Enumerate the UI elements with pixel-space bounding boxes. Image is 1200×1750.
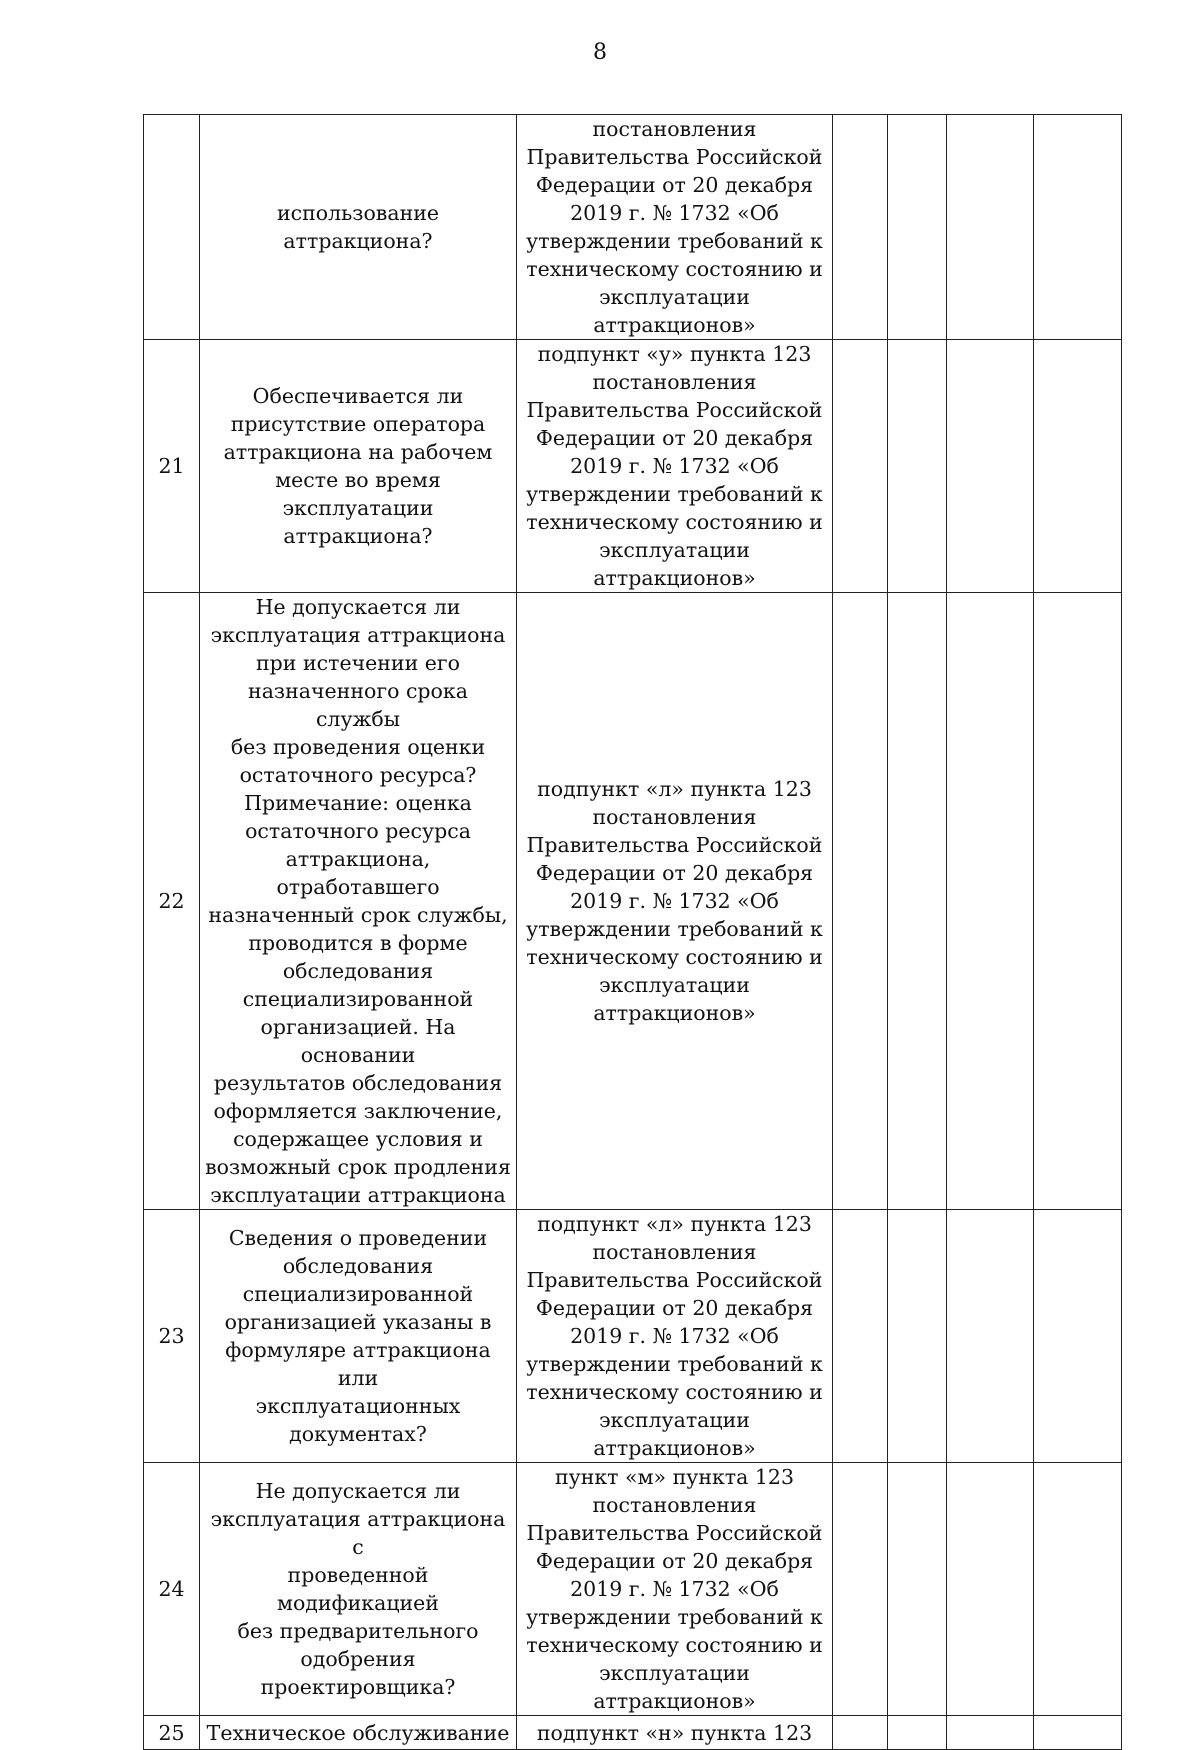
row-number-cell: 23 bbox=[144, 1210, 200, 1463]
answer-cell-no bbox=[888, 1716, 947, 1750]
checklist-table bbox=[143, 114, 1122, 1750]
answer-cell-yes bbox=[833, 340, 888, 593]
answer-cell-na bbox=[947, 1463, 1034, 1716]
question-cell: использование аттракциона? bbox=[200, 115, 517, 340]
answer-cell-no bbox=[888, 115, 947, 340]
answer-cell-no bbox=[888, 1210, 947, 1463]
row-number-cell bbox=[144, 115, 200, 340]
answer-cell-yes bbox=[833, 1716, 888, 1750]
answer-cell-na bbox=[947, 1716, 1034, 1750]
row-number-cell: 25 bbox=[144, 1716, 200, 1750]
answer-cell-na bbox=[947, 115, 1034, 340]
reference-cell: подпункт «л» пункта 123 постановления Правительства Российской Федерации от 20 декабря 2019 г. № 1732 «Об утверждении требований к техническому состоянию и эксплуатации аттракционов» bbox=[517, 1210, 833, 1463]
reference-cell: постановления Правительства Российской Федерации от 20 декабря 2019 г. № 1732 «Об утверждении требований к техническому состоянию и эксплуатации аттракционов» bbox=[517, 115, 833, 340]
answer-cell-na bbox=[947, 593, 1034, 1210]
table-row bbox=[144, 115, 1122, 340]
comment-cell bbox=[1034, 1210, 1122, 1463]
reference-cell: подпункт «л» пункта 123 постановления Правительства Российской Федерации от 20 декабря 2019 г. № 1732 «Об утверждении требований к техническому состоянию и эксплуатации аттракционов» bbox=[517, 593, 833, 1210]
question-cell: Техническое обслуживание bbox=[200, 1716, 517, 1750]
reference-cell: пункт «м» пункта 123 постановления Правительства Российской Федерации от 20 декабря 2019 г. № 1732 «Об утверждении требований к техническому состоянию и эксплуатации аттракционов» bbox=[517, 1463, 833, 1716]
comment-cell bbox=[1034, 1716, 1122, 1750]
answer-cell-na bbox=[947, 340, 1034, 593]
answer-cell-yes bbox=[833, 1463, 888, 1716]
question-cell: Обеспечивается ли присутствие оператора аттракциона на рабочем месте во время эксплуатации аттракциона? bbox=[200, 340, 517, 593]
table-row bbox=[144, 1463, 1122, 1716]
table-row bbox=[144, 1716, 1122, 1750]
answer-cell-no bbox=[888, 340, 947, 593]
comment-cell bbox=[1034, 593, 1122, 1210]
answer-cell-yes bbox=[833, 115, 888, 340]
row-number-cell: 21 bbox=[144, 340, 200, 593]
answer-cell-na bbox=[947, 1210, 1034, 1463]
comment-cell bbox=[1034, 1463, 1122, 1716]
question-cell: Не допускается ли эксплуатация аттракциона при истечении его назначенного срока службы без проведения оценки остаточного ресурса? Примечание: оценка остаточного ресурса аттракциона, отработавшего назначенный срок службы, проводится в форме обследования специализированной организацией. На основании результатов обследования оформляется заключение, содержащее условия и возможный срок продления эксплуатации аттракциона bbox=[200, 593, 517, 1210]
reference-cell: подпункт «у» пункта 123 постановления Правительства Российской Федерации от 20 декабря 2019 г. № 1732 «Об утверждении требований к техническому состоянию и эксплуатации аттракционов» bbox=[517, 340, 833, 593]
question-cell: Сведения о проведении обследования специализированной организацией указаны в формуляре аттракциона или эксплуатационных документах? bbox=[200, 1210, 517, 1463]
answer-cell-no bbox=[888, 1463, 947, 1716]
row-number-cell: 24 bbox=[144, 1463, 200, 1716]
reference-cell: подпункт «н» пункта 123 bbox=[517, 1716, 833, 1750]
table-row bbox=[144, 593, 1122, 1210]
page-number: 8 bbox=[593, 40, 607, 65]
answer-cell-yes bbox=[833, 593, 888, 1210]
question-cell: Не допускается ли эксплуатация аттракциона с проведенной модификацией без предварительного одобрения проектировщика? bbox=[200, 1463, 517, 1716]
table-row bbox=[144, 1210, 1122, 1463]
table-row bbox=[144, 340, 1122, 593]
comment-cell bbox=[1034, 115, 1122, 340]
answer-cell-yes bbox=[833, 1210, 888, 1463]
row-number-cell: 22 bbox=[144, 593, 200, 1210]
answer-cell-no bbox=[888, 593, 947, 1210]
comment-cell bbox=[1034, 340, 1122, 593]
